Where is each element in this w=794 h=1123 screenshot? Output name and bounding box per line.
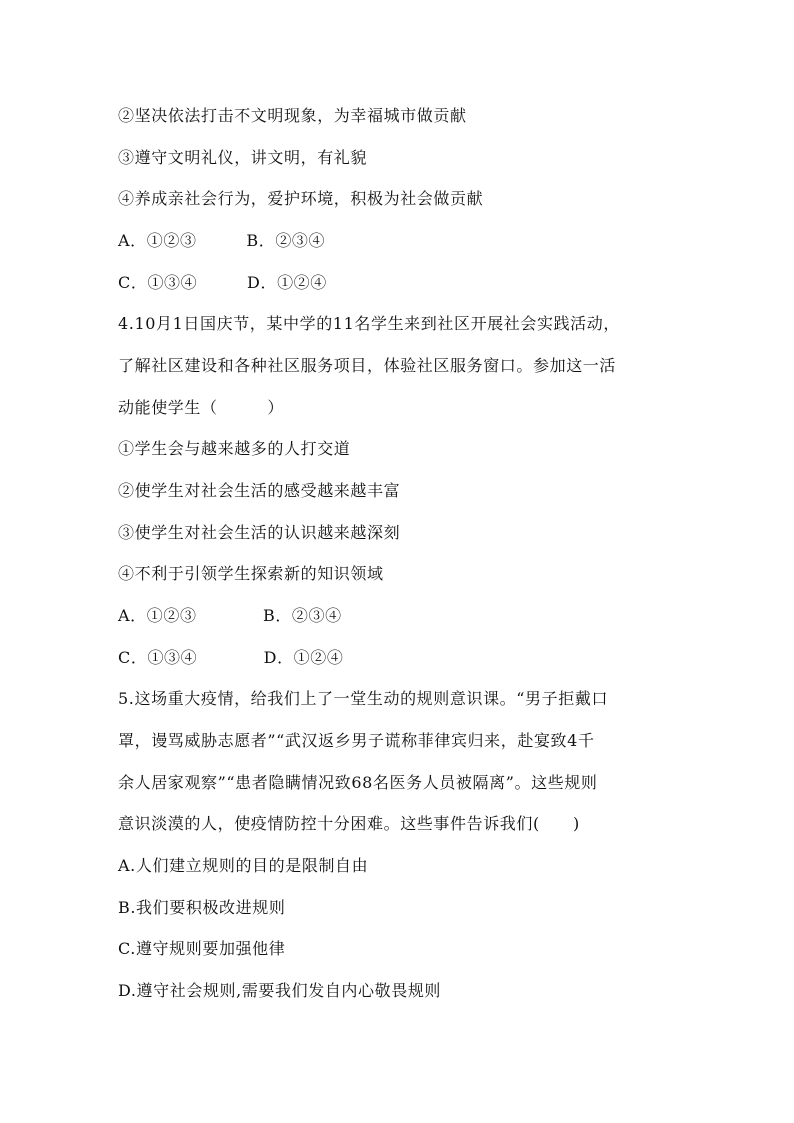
q5-option-a: A.人们建立规则的目的是限制自由 [118, 856, 369, 875]
q5-option-d: D.遵守社会规则,需要我们发自内心敬畏规则 [118, 981, 442, 1000]
q3-options-cd: C．①③④ D．①②④ [118, 273, 327, 292]
q5-stem-line-4: 意识淡漠的人，使疫情防控十分困难。这些事件告诉我们( ) [118, 814, 580, 833]
q3-options-ab: A．①②③ B．②③④ [118, 231, 326, 250]
q5-stem-line-2: 罩，谩骂威胁志愿者”“武汉返乡男子谎称菲律宾归来，赴宴致4千 [118, 731, 595, 750]
q3-item-3: ③遵守文明礼仪，讲文明，有礼貌 [118, 148, 368, 167]
q4-item-3: ③使学生对社会生活的认识越来越深刻 [118, 523, 401, 542]
q4-item-2: ②使学生对社会生活的感受越来越丰富 [118, 481, 401, 500]
q5-option-c: C.遵守规则要加强他律 [118, 939, 286, 958]
q3-item-2: ②坚决依法打击不文明现象，为幸福城市做贡献 [118, 106, 467, 125]
q4-item-4: ④不利于引领学生探索新的知识领域 [118, 564, 384, 583]
q5-stem-line-3: 余人居家观察”“患者隐瞒情况致68名医务人员被隔离”。这些规则 [118, 773, 598, 792]
q3-item-4: ④养成亲社会行为，爱护环境，积极为社会做贡献 [118, 189, 484, 208]
q4-options-ab: A．①②③ B．②③④ [118, 606, 342, 625]
q4-options-cd: C．①③④ D．①②④ [118, 648, 344, 667]
q4-stem-line-2: 了解社区建设和各种社区服务项目，体验社区服务窗口。参加这一活 [118, 356, 617, 375]
q4-stem-line-1: 4.10月1日国庆节，某中学的11名学生来到社区开展社会实践活动， [118, 314, 620, 333]
q4-stem-line-3: 动能使学生（ ） [118, 398, 285, 417]
q5-stem-line-1: 5.这场重大疫情，给我们上了一堂生动的规则意识课。“男子拒戴口 [118, 689, 609, 708]
q5-option-b: B.我们要积极改进规则 [118, 898, 286, 917]
q4-item-1: ①学生会与越来越多的人打交道 [118, 439, 351, 458]
